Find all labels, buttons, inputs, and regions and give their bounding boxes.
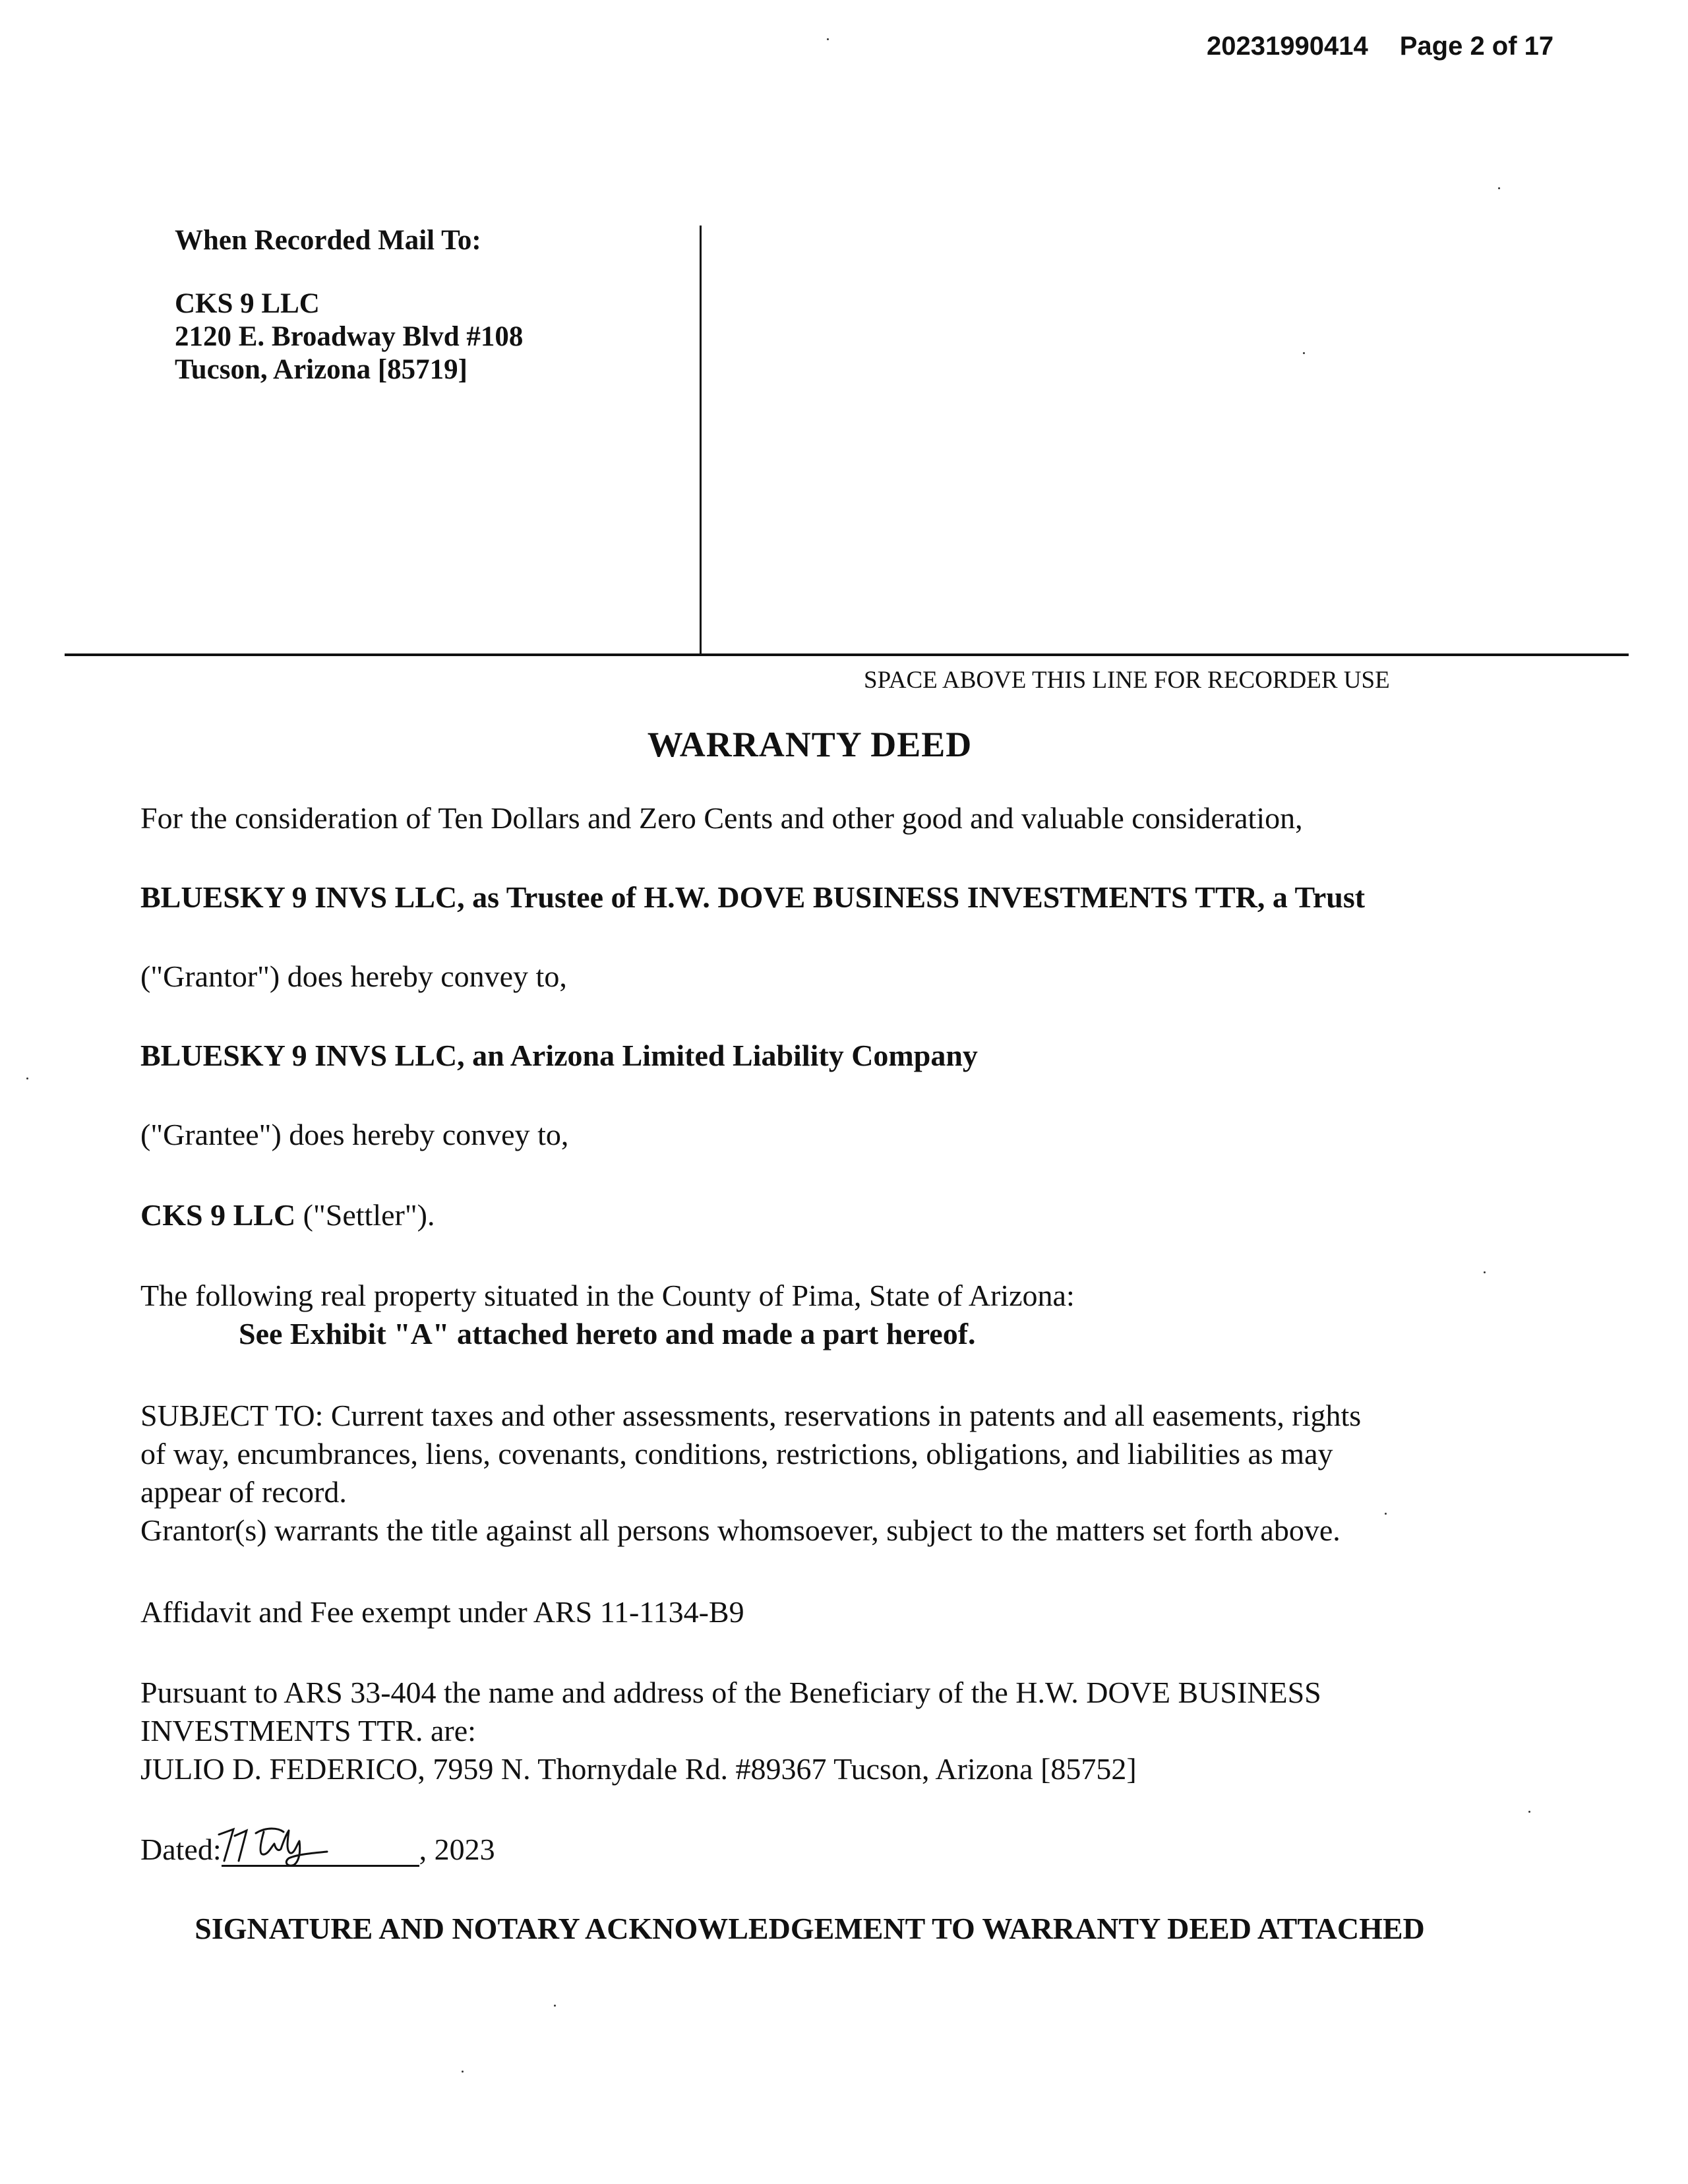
grantor-name: BLUESKY 9 INVS LLC, as Trustee of H.W. DOVE BUSINESS INVESTMENTS TTR, a Trust [140, 880, 1366, 914]
scan-speck [1484, 1271, 1486, 1273]
mail-to-line: Tucson, Arizona [85719] [175, 354, 467, 385]
page-indicator: Page 2 of 17 [1399, 32, 1554, 61]
scan-speck [1498, 187, 1500, 189]
mail-to-line: 2120 E. Broadway Blvd #108 [175, 321, 524, 352]
dated-label: Dated: [140, 1833, 222, 1866]
handwritten-date-signature [215, 1815, 347, 1867]
signature-notice: SIGNATURE AND NOTARY ACKNOWLEDGEMENT TO WARRANTY DEED ATTACHED [195, 1912, 1425, 1945]
scan-speck [827, 38, 829, 40]
property-intro: The following real property situated in the County of Pima, State of Arizona: [140, 1279, 1075, 1312]
document-number: 20231990414 [1207, 32, 1368, 61]
consideration-text: For the consideration of Ten Dollars and Zero Cents and other good and valuable consideration, [140, 801, 1303, 835]
affidavit-text: Affidavit and Fee exempt under ARS 11-1134-B9 [140, 1595, 744, 1629]
recorder-note: SPACE ABOVE THIS LINE FOR RECORDER USE [864, 667, 1390, 694]
recorder-line [65, 653, 1629, 656]
beneficiary-line: INVESTMENTS TTR. are: [140, 1714, 476, 1747]
scan-speck [1303, 352, 1305, 354]
document-title: WARRANTY DEED [647, 725, 973, 764]
beneficiary-line: Pursuant to ARS 33-404 the name and address of the Beneficiary of the H.W. DOVE BUSINESS [140, 1676, 1321, 1709]
beneficiary-line: JULIO D. FEDERICO, 7959 N. Thornydale Rd. #89367 Tucson, Arizona [85752] [140, 1752, 1137, 1786]
scan-speck [462, 2071, 464, 2073]
scan-speck [1528, 1811, 1530, 1813]
subject-to-block [140, 1397, 1361, 1550]
mail-to-line: CKS 9 LLC [175, 288, 320, 319]
dated-year: , 2023 [419, 1833, 495, 1866]
scan-speck [26, 1077, 28, 1079]
settler-line [140, 1198, 435, 1232]
scan-speck [1385, 1513, 1387, 1515]
warranty-line: Grantor(s) warrants the title against all persons whomsoever, subject to the matters set forth above. [140, 1513, 1341, 1547]
dated-line [140, 1827, 495, 1873]
grantee-name: BLUESKY 9 INVS LLC, an Arizona Limited Liability Company [140, 1039, 978, 1072]
scan-speck [554, 2005, 556, 2007]
settler-clause: ("Settler"). [295, 1198, 435, 1232]
subject-to-line: of way, encumbrances, liens, covenants, conditions, restrictions, obligations, and liabilities as may [140, 1437, 1333, 1471]
grantor-clause: ("Grantor") does hereby convey to, [140, 959, 567, 993]
document-header [1207, 32, 1602, 61]
subject-to-line: SUBJECT TO: Current taxes and other assessments, reservations in patents and all easements, rights [140, 1399, 1362, 1432]
beneficiary-block [140, 1674, 1321, 1788]
mail-to-block [175, 224, 523, 386]
subject-to-line: appear of record. [140, 1475, 347, 1509]
exhibit-reference: See Exhibit "A" attached hereto and made a part hereof. [239, 1317, 976, 1350]
settler-name: CKS 9 LLC [140, 1198, 296, 1232]
handwritten-date [222, 1827, 419, 1867]
mail-to-heading: When Recorded Mail To: [175, 225, 481, 256]
recorder-box-divider [700, 226, 702, 655]
grantee-clause: ("Grantee") does hereby convey to, [140, 1118, 569, 1151]
